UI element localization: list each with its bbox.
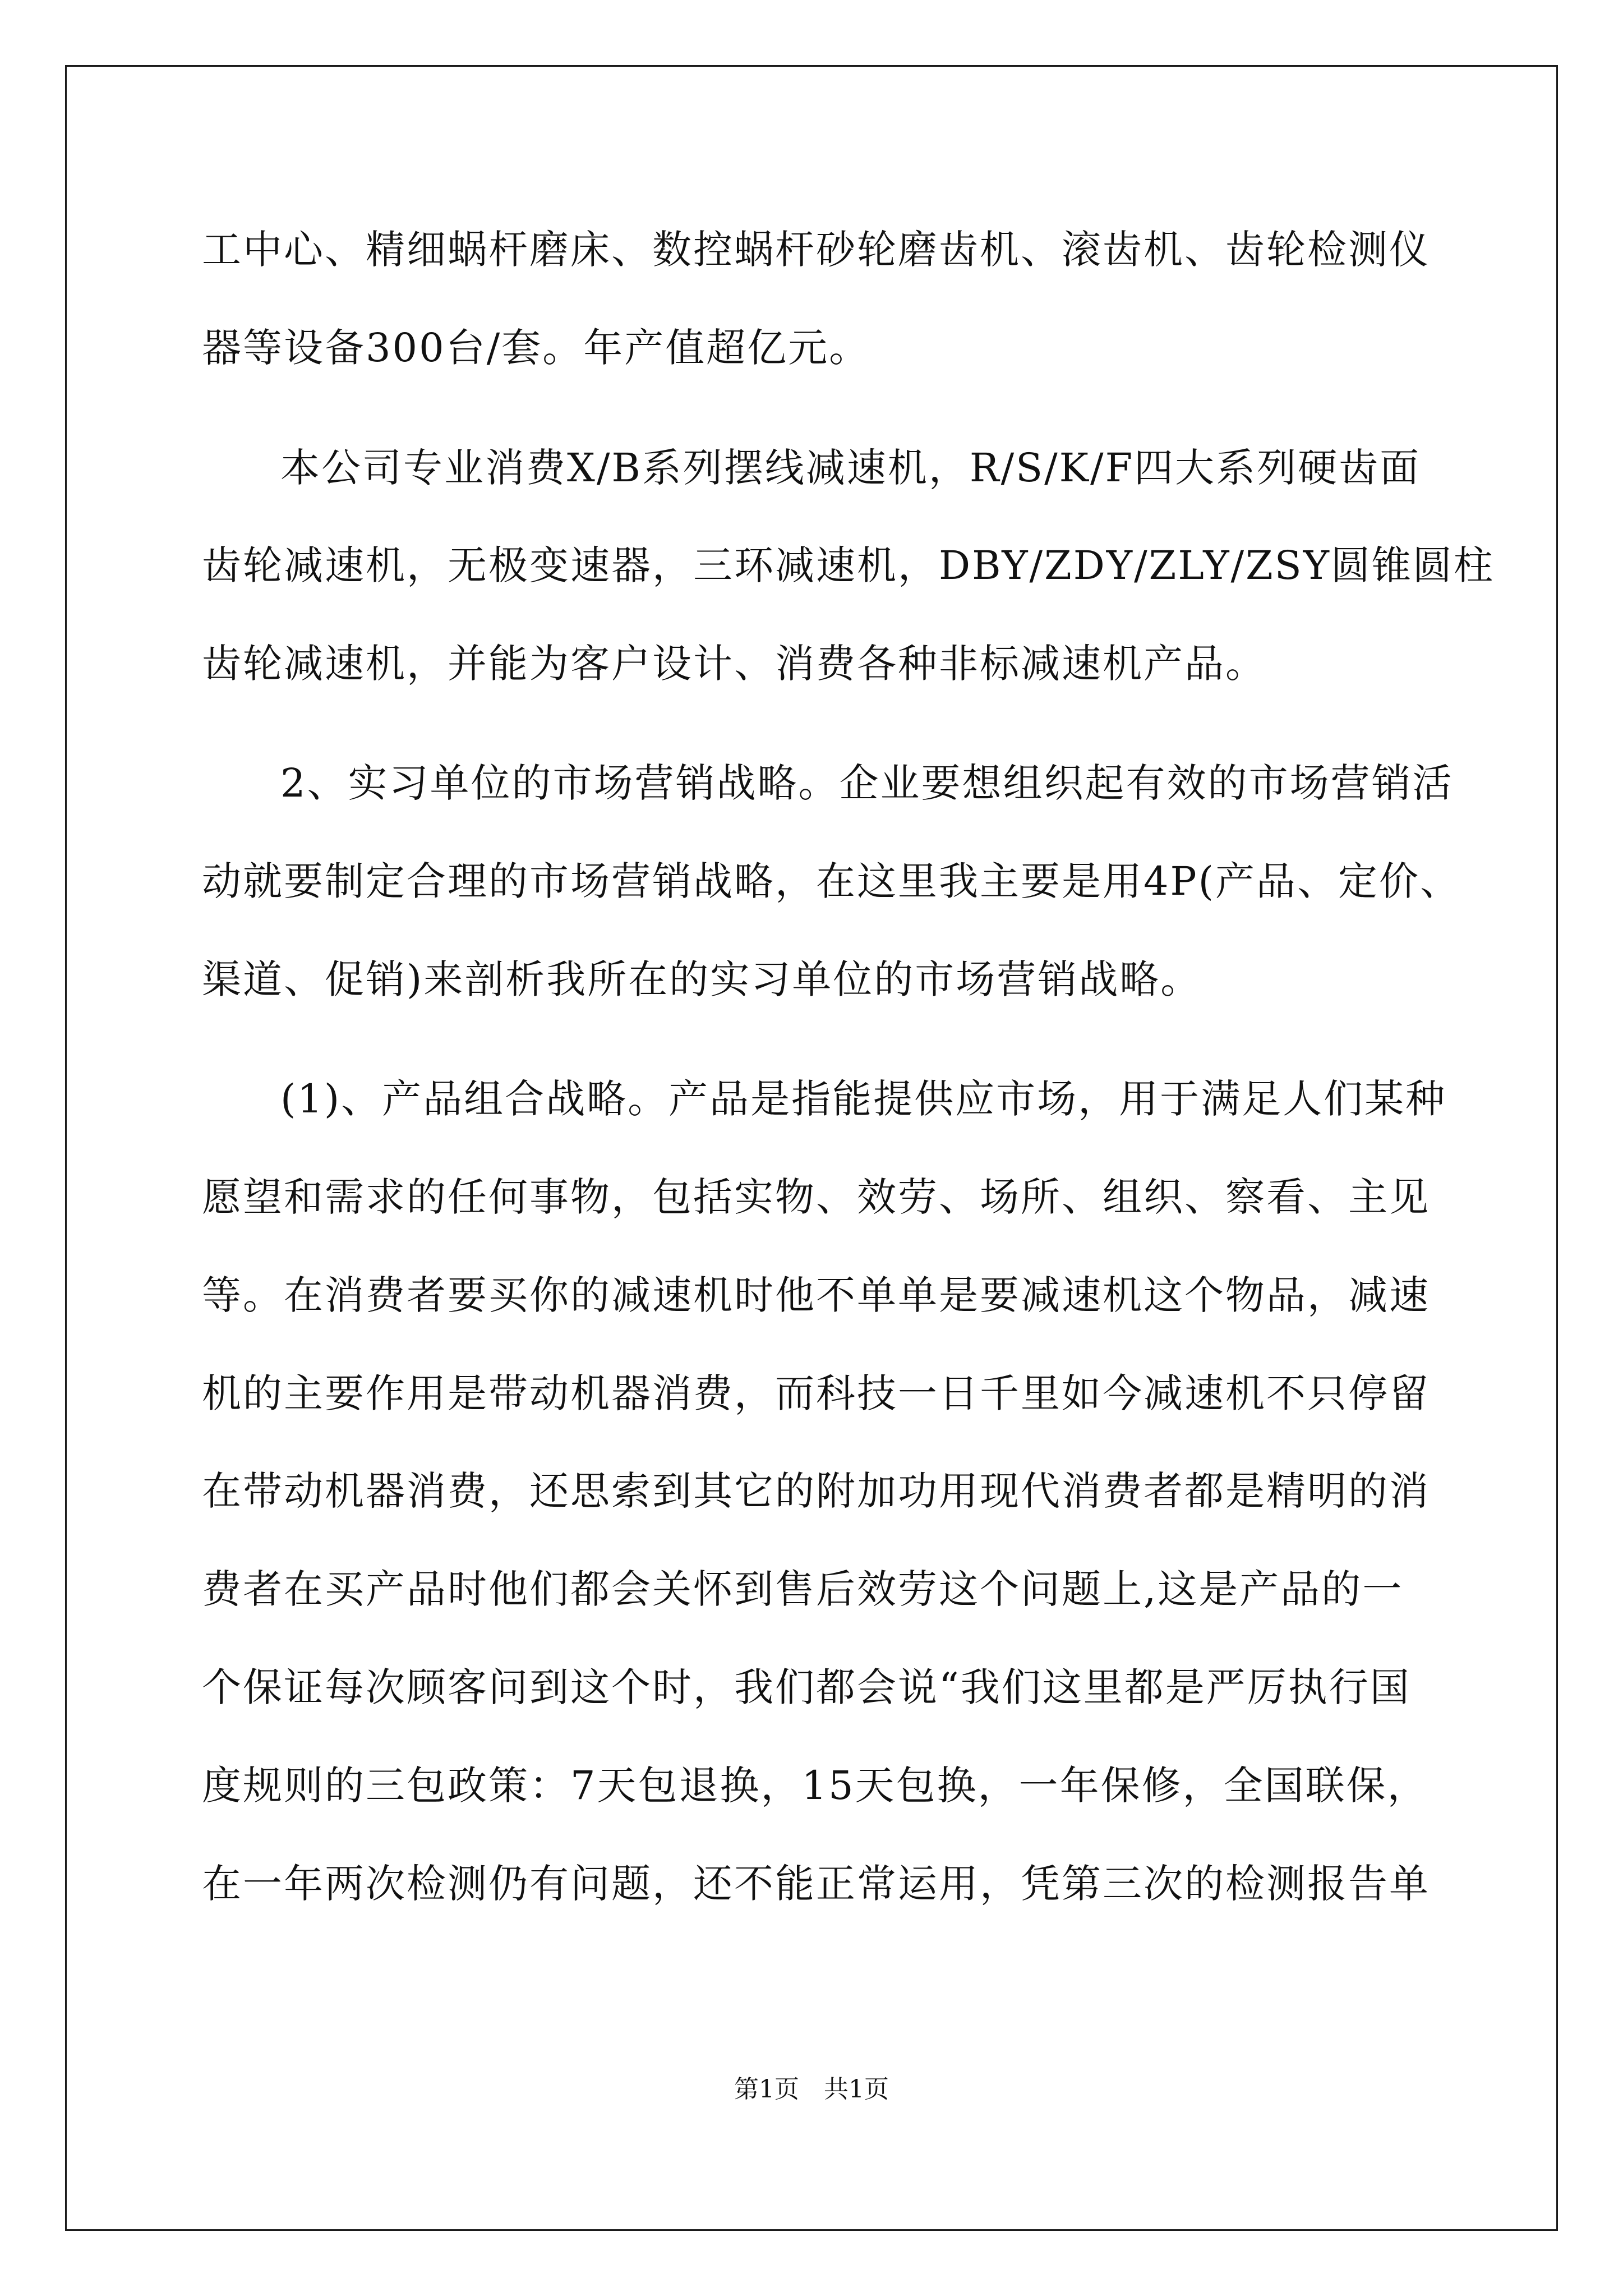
- text-line: 齿轮减速机，无极变速器，三环减速机，DBY/ZDY/ZLY/ZSY圆锥圆柱: [202, 542, 1495, 588]
- text-line: 齿轮减速机，并能为客户设计、消费各种非标减速机产品。: [202, 641, 1266, 687]
- text-line: 工中心、精细蜗杆磨床、数控蜗杆砂轮磨齿机、滚齿机、齿轮检测仪: [202, 227, 1430, 273]
- text-line: 费者在买产品时他们都会关怀到售后效劳这个问题上,这是产品的一: [202, 1566, 1404, 1612]
- text-line: 愿望和需求的任何事物，包括实物、效劳、场所、组织、察看、主见: [202, 1174, 1430, 1220]
- text-line: 器等设备300台/套。年产值超亿元。: [202, 325, 870, 371]
- text-line: 个保证每次顾客问到这个时，我们都会说“我们这里都是严厉执行国: [202, 1664, 1411, 1710]
- paragraph-first-line: (1)、产品组合战略。产品是指能提供应市场，用于满足人们某种: [280, 1076, 1447, 1122]
- text-line: 在一年两次检测仍有问题，还不能正常运用，凭第三次的检测报告单: [202, 1861, 1430, 1907]
- text-line: 机的主要作用是带动机器消费，而科技一日千里如今减速机不只停留: [202, 1370, 1430, 1416]
- text-line: 度规则的三包政策：7天包退换，15天包换，一年保修，全国联保，: [202, 1763, 1428, 1809]
- text-line: 动就要制定合理的市场营销战略，在这里我主要是用4P(产品、定价、: [202, 858, 1461, 904]
- text-line: 等。在消费者要买你的减速机时他不单单是要减速机这个物品，减速: [202, 1272, 1430, 1318]
- paragraph-first-line: 本公司专业消费X/B系列摆线减速机，R/S/K/F四大系列硬齿面: [280, 445, 1421, 491]
- text-line: 在带动机器消费，还思索到其它的附加功用现代消费者都是精明的消: [202, 1468, 1430, 1514]
- text-line: 渠道、促销)来剖析我所在的实习单位的市场营销战略。: [202, 956, 1202, 1002]
- page-footer: 第1页 共1页: [734, 2075, 889, 2104]
- paragraph-first-line: 2、实习单位的市场营销战略。企业要想组织起有效的市场营销活: [280, 760, 1454, 806]
